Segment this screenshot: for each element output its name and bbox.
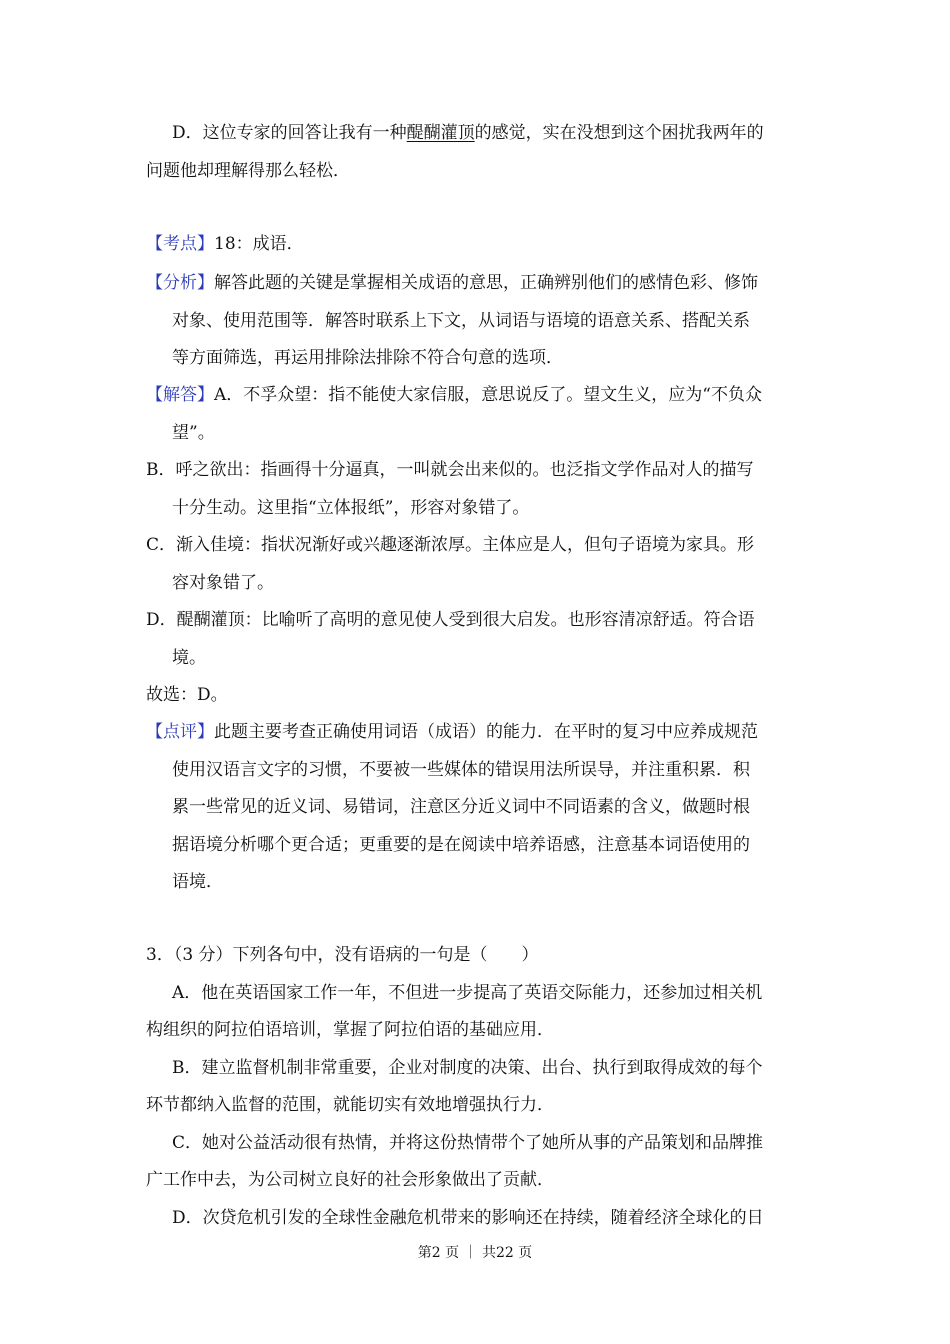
- jieda-tag: 【解答】: [146, 385, 214, 405]
- jieda-a-line: 望”。: [172, 423, 215, 443]
- jieda-d-line: 境。: [172, 648, 206, 668]
- dianping-row: [146, 721, 758, 743]
- guxuan-text: 故选：D。: [146, 685, 228, 705]
- kaodian-row: [146, 233, 304, 255]
- fenxi-line: 对象、使用范围等．解答时联系上下文，从词语与语境的语意关系、搭配关系: [172, 311, 750, 331]
- jieda-c-line: C．渐入佳境：指状况渐好或兴趣逐渐浓厚。主体应是人，但句子语境为家具。形: [146, 535, 755, 555]
- fenxi-line: 等方面筛选，再运用排除法排除不符合句意的选项．: [172, 348, 563, 368]
- dianping-line: 使用汉语言文字的习惯，不要被一些媒体的错误用法所误导，并注重积累．积: [172, 760, 750, 780]
- jieda-b-line: B．呼之欲出：指画得十分逼真，一叫就会出来似的。也泛指文学作品对人的描写: [146, 460, 754, 480]
- dianping-line: 语境．: [172, 872, 223, 892]
- jieda-b-line: 十分生动。这里指“立体报纸”，形容对象错了。: [172, 498, 530, 518]
- underlined-idiom: 醍醐灌顶: [406, 123, 475, 143]
- dianping-line: 累一些常见的近义词、易错词，注意区分近义词中不同语素的含义，做题时根: [172, 797, 750, 817]
- jieda-d-line: D．醍醐灌顶：比喻听了高明的意见使人受到很大启发。也形容清凉舒适。符合语: [146, 610, 755, 630]
- q3-option-b-line: B．建立监督机制非常重要，企业对制度的决策、出台、执行到取得成效的每个: [172, 1058, 763, 1078]
- fenxi-tag: 【分析】: [146, 273, 214, 293]
- kaodian-text: 18：成语．: [214, 234, 304, 254]
- jieda-row: [146, 384, 762, 406]
- jieda-a-line: A．不孚众望：指不能使大家信服，意思说反了。望文生义，应为“不负众: [214, 385, 762, 405]
- q3-option-c-line: C．她对公益活动很有热情，并将这份热情带个了她所从事的产品策划和品牌推: [172, 1133, 764, 1153]
- page-footer: 第2 页 ｜ 共22 页: [417, 1245, 533, 1261]
- q3-option-a-line: A．他在英语国家工作一年，不但进一步提高了英语交际能力，还参加过相关机: [172, 983, 763, 1003]
- q2-option-d-line2: 问题他却理解得那么轻松．: [146, 161, 350, 181]
- fenxi-row: [146, 272, 758, 294]
- q3-stem: 3．（3 分）下列各句中，没有语病的一句是（ ）: [146, 945, 539, 965]
- q2-option-d-suffix: 的感觉，实在没想到这个困扰我两年的: [474, 123, 764, 143]
- dianping-tag: 【点评】: [146, 722, 214, 742]
- q3-option-a-line: 构组织的阿拉伯语培训，掌握了阿拉伯语的基础应用．: [146, 1020, 554, 1040]
- dianping-line: 此题主要考查正确使用词语（成语）的能力．在平时的复习中应养成规范: [214, 722, 758, 742]
- q3-option-b-line: 环节都纳入监督的范围，就能切实有效地增强执行力．: [146, 1095, 554, 1115]
- dianping-line: 据语境分析哪个更合适；更重要的是在阅读中培养语感，注意基本词语使用的: [172, 835, 750, 855]
- q2-option-d-line1: [172, 122, 764, 144]
- q3-option-d-line: D．次贷危机引发的全球性金融危机带来的影响还在持续，随着经济全球化的日: [172, 1208, 764, 1228]
- q3-option-c-line: 广工作中去，为公司树立良好的社会形象做出了贡献．: [146, 1170, 554, 1190]
- kaodian-tag: 【考点】: [146, 234, 214, 254]
- fenxi-line: 解答此题的关键是掌握相关成语的意思，正确辨别他们的感情色彩、修饰: [214, 273, 758, 293]
- q2-option-d-prefix: D．这位专家的回答让我有一种: [172, 123, 407, 143]
- jieda-c-line: 容对象错了。: [172, 573, 274, 593]
